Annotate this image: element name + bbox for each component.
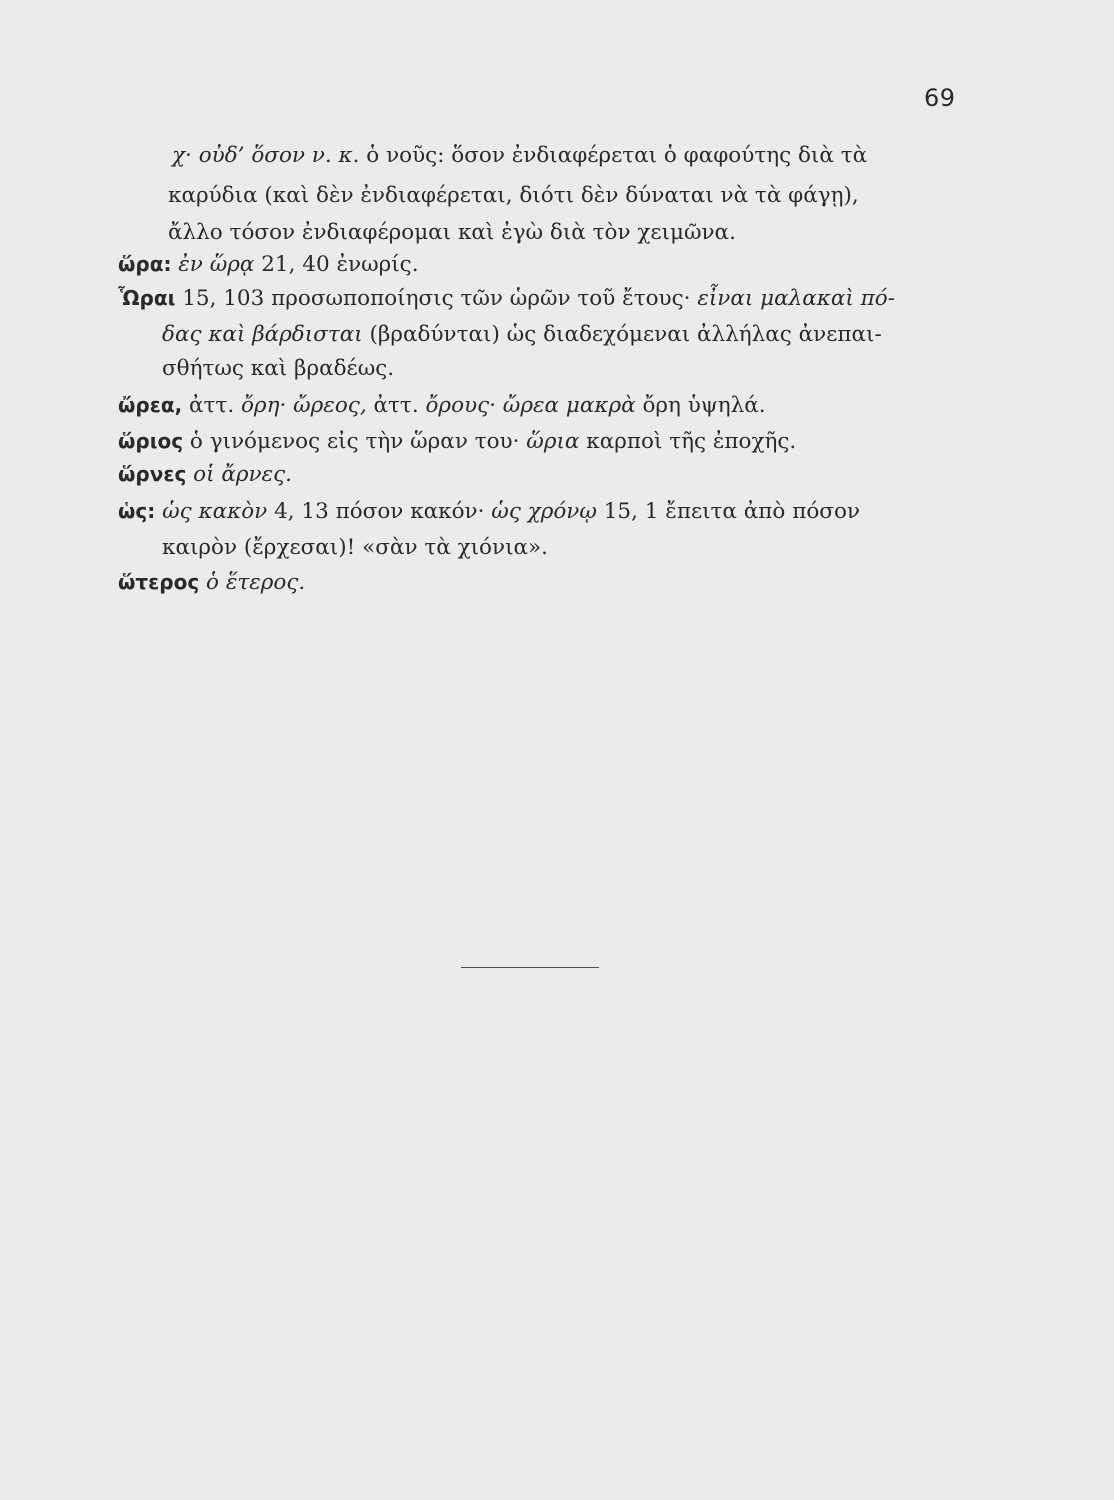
page-number: 69 — [924, 84, 956, 112]
italic-text: ὡς κακὸν — [155, 499, 268, 524]
italic-text: οἱ ἄρνες. — [186, 462, 292, 487]
text-span: 4, 13 πόσον κακόν· — [267, 499, 485, 524]
entry-horai — [118, 282, 895, 314]
text-span: ὄρη ὑψηλά. — [635, 393, 766, 418]
text-span: 21, 40 ἐνωρίς. — [254, 252, 419, 277]
entry-orea — [118, 389, 766, 421]
italic-text: ὡς χρόνῳ — [484, 499, 597, 524]
text-line-1 — [172, 140, 867, 172]
text-line-12 — [162, 532, 548, 564]
italic-text: εἶναι μαλακαὶ πό- — [690, 286, 895, 311]
entry-os — [118, 495, 860, 527]
end-rule — [461, 967, 599, 968]
headword: ὥτερος — [118, 570, 200, 594]
headword: ὥρνες — [118, 462, 187, 486]
italic-text: χ· οὐδ’ ὅσον ν. κ. — [172, 143, 360, 168]
text-span: ἀττ. — [366, 393, 419, 418]
text-line-2 — [168, 180, 859, 212]
text-span: (βραδύνται) ὡς διαδεχόμεναι ἀλλήλας ἀνεπαι- — [362, 322, 882, 347]
italic-text: ὥρια — [519, 429, 580, 454]
italic-text: ὤρεα μακρὰ — [495, 393, 636, 418]
text-span: καιρὸν (ἔρχεσαι)! «σὰν τὰ χιόνια». — [162, 535, 549, 560]
entry-orios — [118, 425, 796, 457]
entry-ora — [118, 248, 419, 280]
italic-text: δας καὶ βάρδισται — [162, 322, 363, 347]
headword: ὥρα: — [118, 252, 172, 276]
headword: ὡς: — [118, 499, 156, 523]
headword: ὥριος — [118, 429, 184, 453]
text-span: ὁ γινόμενος εἰς τὴν ὥραν του· — [183, 429, 520, 454]
text-line-7 — [162, 353, 394, 385]
text-span: σθήτως καὶ βραδέως. — [162, 356, 395, 381]
text-span: 15, 1 ἔπειτα ἀπὸ πόσον — [596, 499, 860, 524]
italic-text: ὄρη· — [234, 393, 287, 418]
text-span: καρύδια (καὶ δὲν ἐνδιαφέρεται, διότι δὲν δύναται νὰ τὰ φάγῃ), — [168, 183, 859, 208]
entry-oteros — [118, 566, 305, 598]
text-span: καρποὶ τῆς ἐποχῆς. — [579, 429, 797, 454]
text-line-6 — [162, 319, 882, 351]
entry-ornes — [118, 458, 292, 490]
italic-text: ἐν ὥρᾳ — [171, 252, 255, 277]
text-span: ἄλλο τόσον ἐνδιαφέρομαι καὶ ἐγὼ διὰ τὸν χειμῶνα. — [168, 220, 736, 245]
headword: Ὧραι — [118, 286, 176, 310]
italic-text: ὁ ἕτερος. — [199, 570, 306, 595]
italic-text: ὤρεος, — [286, 393, 367, 418]
text-span: 15, 103 προσωποποίησις τῶν ὡρῶν τοῦ ἔτους· — [175, 286, 691, 311]
text-span: ἀττ. — [182, 393, 235, 418]
text-span: ὁ νοῦς: ὅσον ἐνδιαφέρεται ὁ φαφούτης διὰ τὰ — [359, 143, 868, 168]
headword: ὤρεα, — [118, 393, 183, 417]
text-line-3 — [168, 217, 736, 249]
italic-text: ὄρους· — [418, 393, 496, 418]
